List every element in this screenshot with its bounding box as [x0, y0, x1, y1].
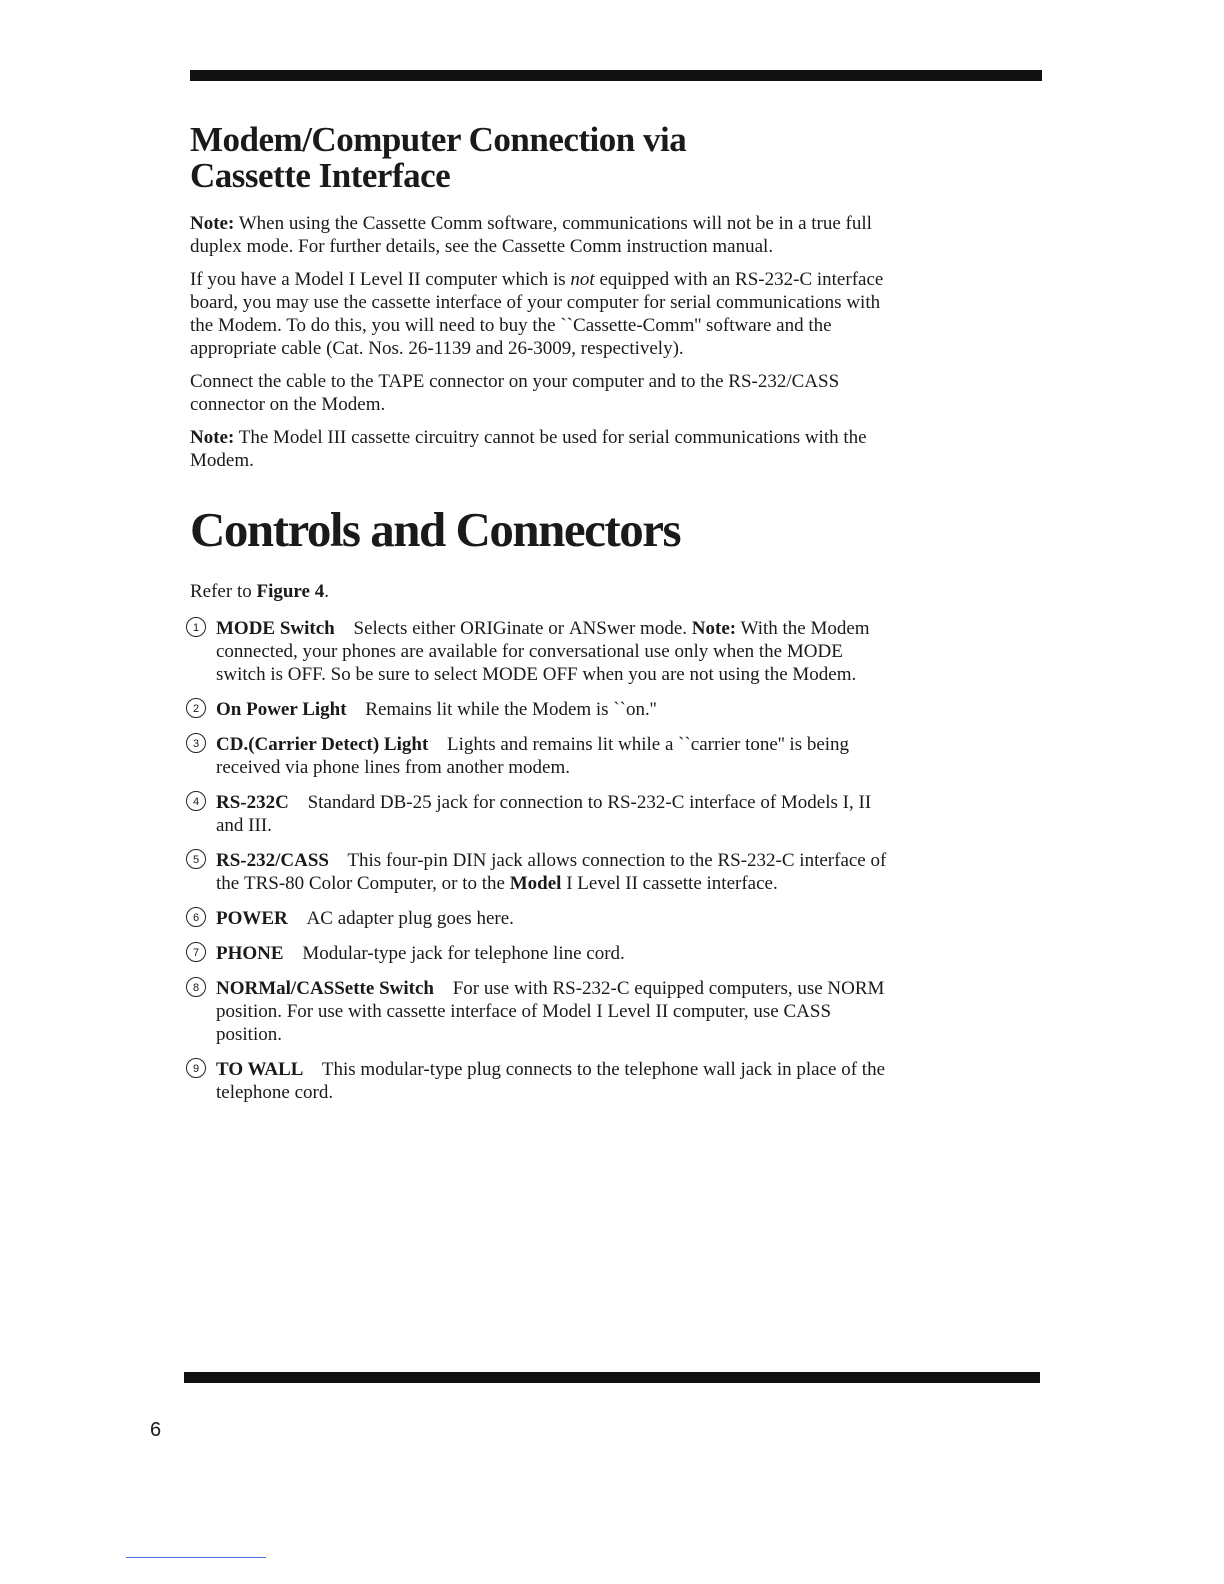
- list-item: [190, 1058, 890, 1104]
- item-term: [216, 618, 335, 639]
- item-number: 2: [186, 698, 206, 718]
- text: So be sure to select: [330, 664, 478, 685]
- text: With the Modem connected, your phones are available for conversational use only when the: [216, 618, 870, 662]
- list-item: [190, 849, 890, 895]
- term: (Carrier Detect) Light: [248, 734, 429, 755]
- list-item: [190, 977, 890, 1046]
- item-number: 9: [186, 1058, 206, 1078]
- term: ANS: [568, 618, 607, 639]
- item-term: PHONE: [216, 943, 284, 964]
- text: Selects either: [353, 618, 456, 639]
- text: connector on your computer and to the: [429, 371, 724, 392]
- top-rule: [190, 70, 1042, 81]
- term: MODE: [216, 618, 276, 639]
- text: Standard: [307, 792, 376, 813]
- term: DIN: [452, 850, 487, 871]
- term: TAPE: [378, 371, 425, 392]
- paragraph-model-i: [190, 268, 890, 360]
- text: equipped with an: [599, 269, 731, 290]
- item-term: RS-232C: [216, 792, 289, 813]
- item-term: [216, 734, 428, 755]
- figure-ref: Figure 4: [256, 581, 325, 602]
- text: This four-pin: [347, 850, 448, 871]
- text: equipped computers, use: [634, 978, 823, 999]
- paragraph-connect-cable: [190, 370, 890, 416]
- term: OFF.: [287, 664, 326, 685]
- text: position. For use with cassette interface of Model I Level II computer, use: [216, 1001, 779, 1022]
- text: Refer to: [190, 581, 252, 602]
- term: DB-25: [379, 792, 432, 813]
- item-number: 6: [186, 907, 206, 927]
- bold-text: Model: [509, 873, 562, 894]
- text: Remains lit while the Modem is ``on.'': [365, 699, 657, 720]
- text: jack allows connection to the: [491, 850, 713, 871]
- list-item: [190, 907, 890, 930]
- term: NORM: [216, 978, 277, 999]
- term: RS-232-C: [607, 792, 685, 813]
- text: Color Computer, or to the: [308, 873, 505, 894]
- text: adapter plug goes here.: [337, 908, 514, 929]
- text: Lights and remains lit while a ``carrier tone'' is being received via phone lines from another modem.: [216, 734, 850, 778]
- text: when you are not using the Modem.: [582, 664, 857, 685]
- controls-heading: Controls and Connectors: [190, 502, 681, 557]
- item-number: 4: [186, 791, 206, 811]
- list-item: [190, 942, 890, 965]
- note-paragraph-1: [190, 212, 890, 258]
- text: interface of the: [216, 850, 887, 894]
- controls-list: [190, 617, 890, 1104]
- item-number: 3: [186, 733, 206, 753]
- note-text: The Model III cassette circuitry cannot be used for serial communications with the Modem.: [190, 427, 867, 471]
- note-label: Note:: [190, 427, 235, 448]
- term: AC: [306, 908, 333, 929]
- item-term: On Power Light: [216, 699, 347, 720]
- note-paragraph-2: [190, 426, 890, 472]
- text: interface of Models I, II and III.: [216, 792, 872, 836]
- term: MODE OFF: [482, 664, 578, 685]
- item-term: [216, 978, 434, 999]
- term: NORM: [827, 978, 885, 999]
- heading-line-1: Modem/Computer Connection via: [190, 120, 687, 159]
- text: connector on the Modem.: [190, 394, 386, 415]
- list-item: [190, 791, 890, 837]
- term: ette Switch: [344, 978, 434, 999]
- item-term: POWER: [216, 908, 288, 929]
- term: RS-232-C: [735, 269, 813, 290]
- term: CD.: [216, 734, 249, 755]
- term: MODE: [786, 641, 843, 662]
- term: Switch: [279, 618, 335, 639]
- text: If you have a Model I Level II computer which is: [190, 269, 566, 290]
- term: RS-232-C: [552, 978, 630, 999]
- text: position.: [216, 1024, 282, 1045]
- text: inate or: [506, 618, 565, 639]
- item-number: 1: [186, 617, 206, 637]
- term: RS-232/CASS: [728, 371, 840, 392]
- list-item: [190, 733, 890, 779]
- item-number: 8: [186, 977, 206, 997]
- text: I Level II cassette interface.: [566, 873, 778, 894]
- page-number: 6: [150, 1419, 162, 1441]
- emphasis: not: [570, 269, 595, 290]
- refer-line: [190, 580, 890, 603]
- section-heading: [190, 122, 890, 194]
- note-label: Note:: [190, 213, 235, 234]
- item-number: 7: [186, 942, 206, 962]
- text: switch is: [216, 664, 284, 685]
- footer-line: [126, 1557, 266, 1558]
- bottom-rule: [184, 1372, 1040, 1383]
- text: .: [324, 581, 329, 602]
- text: Connect the cable to the: [190, 371, 374, 392]
- text: For use with: [452, 978, 548, 999]
- heading-line-2: Cassette Interface: [190, 156, 451, 195]
- term: CASS: [296, 978, 345, 999]
- text: interface board, you may use the cassette interface of your computer for serial communications with the Modem. To do this, you will need to buy the ``Cassette-Comm'' software and the appropriate cable (Cat. Nos. 26-1139 and 26-3009, respectively).: [190, 269, 884, 359]
- text: wer mode.: [606, 618, 688, 639]
- note-text: When using the Cassette Comm software, communications will not be in a true full duplex mode. For further details, see the Cassette Comm instruction manual.: [190, 213, 872, 257]
- item-term: RS-232/CASS: [216, 850, 329, 871]
- text: jack for connection to: [436, 792, 603, 813]
- term: ORIG: [460, 618, 507, 639]
- term: CASS: [783, 1001, 832, 1022]
- item-term: TO WALL: [216, 1059, 304, 1080]
- term: TRS-80: [243, 873, 305, 894]
- list-item: [190, 617, 890, 686]
- note-label: Note:: [691, 618, 737, 639]
- text: Modular-type jack for telephone line cord.: [302, 943, 625, 964]
- term: al/: [276, 978, 297, 999]
- list-item: [190, 698, 890, 721]
- item-number: 5: [186, 849, 206, 869]
- text: This modular-type plug connects to the telephone wall jack in place of the telephone cord.: [216, 1059, 886, 1103]
- page-content: [190, 122, 890, 1116]
- term: RS-232-C: [717, 850, 795, 871]
